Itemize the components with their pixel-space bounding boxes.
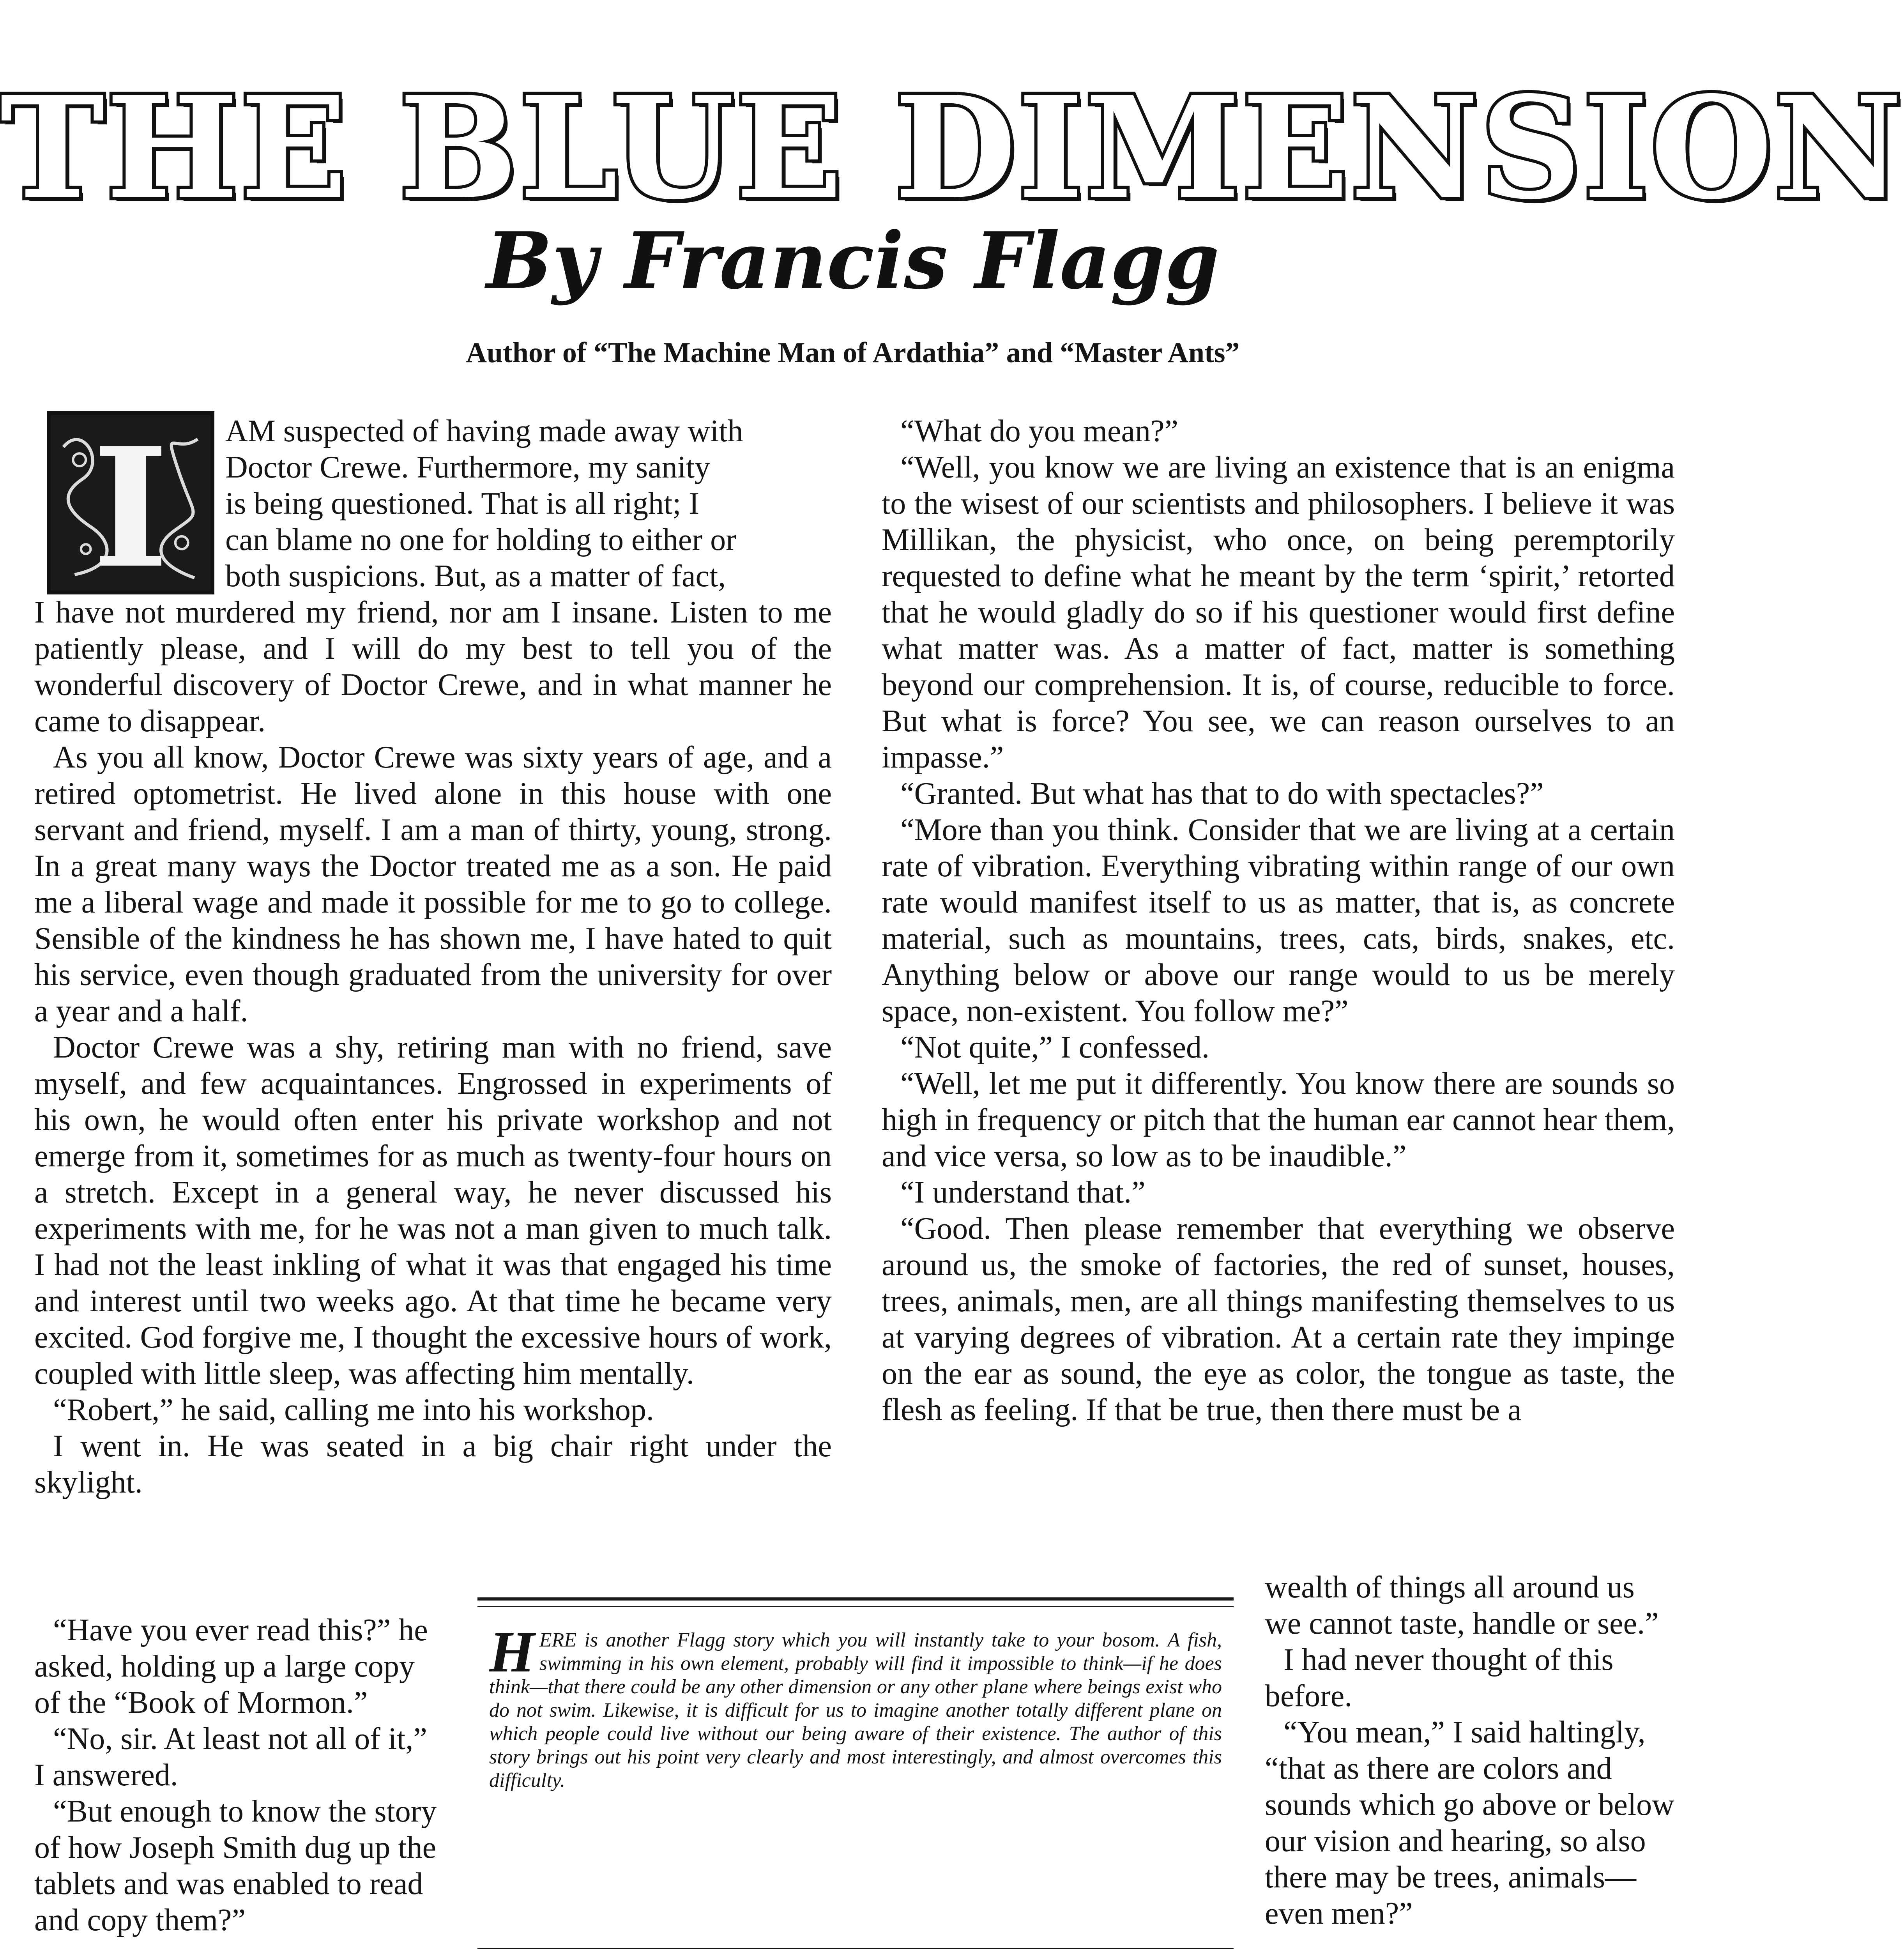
- callout-initial: H: [489, 1620, 535, 1684]
- paragraph: “Granted. But what has that to do with spectacles?”: [900, 776, 1544, 811]
- paragraph: “More than you think. Consider that we are living at a certain rate of vibration. Everything vibrating within range of our own rate would manifest itself to us as matter, that is, as concrete material, such as mountains, trees, cats, birds, snakes, etc. Anything below or above our range would to us be merely space, non-existent. You follow me?”: [882, 813, 1675, 1028]
- paragraph: I went in. He was seated in a big chair right under the skylight.: [34, 1429, 832, 1500]
- drop-cap-letter: I: [92, 412, 169, 605]
- paragraph: I had never thought of this before.: [1265, 1643, 1614, 1713]
- author-credits: Author of “The Machine Man of Ardathia” and “Master Ants”: [466, 337, 1240, 369]
- drop-cap-ornament: [47, 411, 214, 605]
- column-right-narrow: [1265, 1569, 1675, 1932]
- paragraph: “Well, you know we are living an existence that is an enigma to the wisest of our scientists and philosophers. I believe it was Millikan, the physicist, who once, on being peremptorily requested to define what he meant by the term ‘spirit,’ retorted that he would gladly do so if his questioner would first define what matter was. As a matter of fact, matter is something beyond our comprehension. It is, of course, reducible to force. But what is force? You see, we can reason ourselves to an impasse.”: [882, 450, 1675, 775]
- callout-body: ERE is another Flagg story which you will instantly take to your bosom. A fish, swimming in his own element, probably will find it impossible to think—if he does think—that there could be any other dimension or any other plane where beings exist who do not swim. Likewise, it is difficult for us to imagine another totally different plane on which people could live without our being aware of their existence. The author of this story brings out his point very clearly and most interestingly, and almost overcomes this difficulty.: [489, 1629, 1222, 1792]
- column-left-narrow: [34, 1612, 442, 1938]
- paragraph: “Well, let me put it differently. You know there are sounds so high in frequency or pitch that the human ear cannot hear them, and vice versa, so low as to be inaudible.”: [882, 1066, 1675, 1173]
- opening-line: AM suspected of having made away with: [225, 414, 743, 448]
- callout-top-rule: [477, 1597, 1234, 1601]
- callout-text: [489, 1620, 1222, 1792]
- editor-callout: [477, 1597, 1234, 1949]
- paragraph: As you all know, Doctor Crewe was sixty years of age, and a retired optometrist. He lived alone in this house with one servant and friend, myself. I am a man of thirty, young, strong. In a great many ways the Doctor treated me as a son. He paid me a liberal wage and made it possible for me to go to college. Sensible of the kindness he has shown me, I have hated to quit his service, even though graduated from the university for over a year and a half.: [34, 740, 832, 1028]
- story-title: THE BLUE DIMENSION: [0, 65, 1904, 230]
- paragraph: “I understand that.”: [900, 1175, 1146, 1210]
- paragraph: wealth of things all around us we cannot taste, handle or see.”: [1265, 1570, 1659, 1641]
- paragraph: “Have you ever read this?” he asked, holding up a large copy of the “Book of Mormon.”: [34, 1613, 428, 1720]
- paragraph: “Good. Then please remember that everything we observe around us, the smoke of factories, the red of sunset, houses, trees, animals, men, are all things manifesting themselves to us at varying degrees of vibration. At a certain rate they impinge on the ear as sound, the eye as color, the tongue as taste, the flesh as feeling. If that be true, then there must be a: [882, 1211, 1675, 1427]
- paragraph: “No, sir. At least not all of it,” I answered.: [34, 1722, 427, 1792]
- column-right-top: [882, 413, 1675, 1428]
- opening-line: is being questioned. That is all right; I: [225, 486, 700, 521]
- paragraph: “You mean,” I said haltingly, “that as there are colors and sounds which go above or below our vision and hearing, so also there may be trees, animals—even men?”: [1265, 1715, 1674, 1931]
- paragraph: Doctor Crewe was a shy, retiring man with no friend, save myself, and few acquaintances. Engrossed in experiments of his own, he would often enter his private workshop and not emerge from it, sometimes for as much as twenty-four hours on a stretch. Except in a general way, he never discussed his experiments with me, for he was not a man given to much talk. I had not the least inkling of what it was that engaged his time and interest until two weeks ago. At that time he became very excited. God forgive me, I thought the excessive hours of work, coupled with little sleep, was affecting him mentally.: [34, 1030, 832, 1391]
- story-byline: By Francis Flagg: [486, 215, 1220, 307]
- paragraph: I have not murdered my friend, nor am I insane. Listen to me patiently please, and I will do my best to tell you of the wonderful discovery of Doctor Crewe, and in what manner he came to disappear.: [34, 595, 832, 738]
- opening-line: Doctor Crewe. Furthermore, my sanity: [225, 450, 711, 485]
- paragraph: “Robert,” he said, calling me into his workshop.: [53, 1393, 654, 1427]
- callout-top-rule-thin: [477, 1606, 1234, 1607]
- paragraph: “What do you mean?”: [900, 414, 1179, 448]
- column-left-top: [34, 594, 832, 1501]
- paragraph: “Not quite,” I confessed.: [900, 1030, 1210, 1065]
- opening-line: both suspicions. But, as a matter of fact,: [225, 559, 726, 593]
- opening-line: can blame no one for holding to either or: [225, 523, 736, 557]
- paragraph: “But enough to know the story of how Joseph Smith dug up the tablets and was enabled to read and copy them?”: [34, 1794, 437, 1937]
